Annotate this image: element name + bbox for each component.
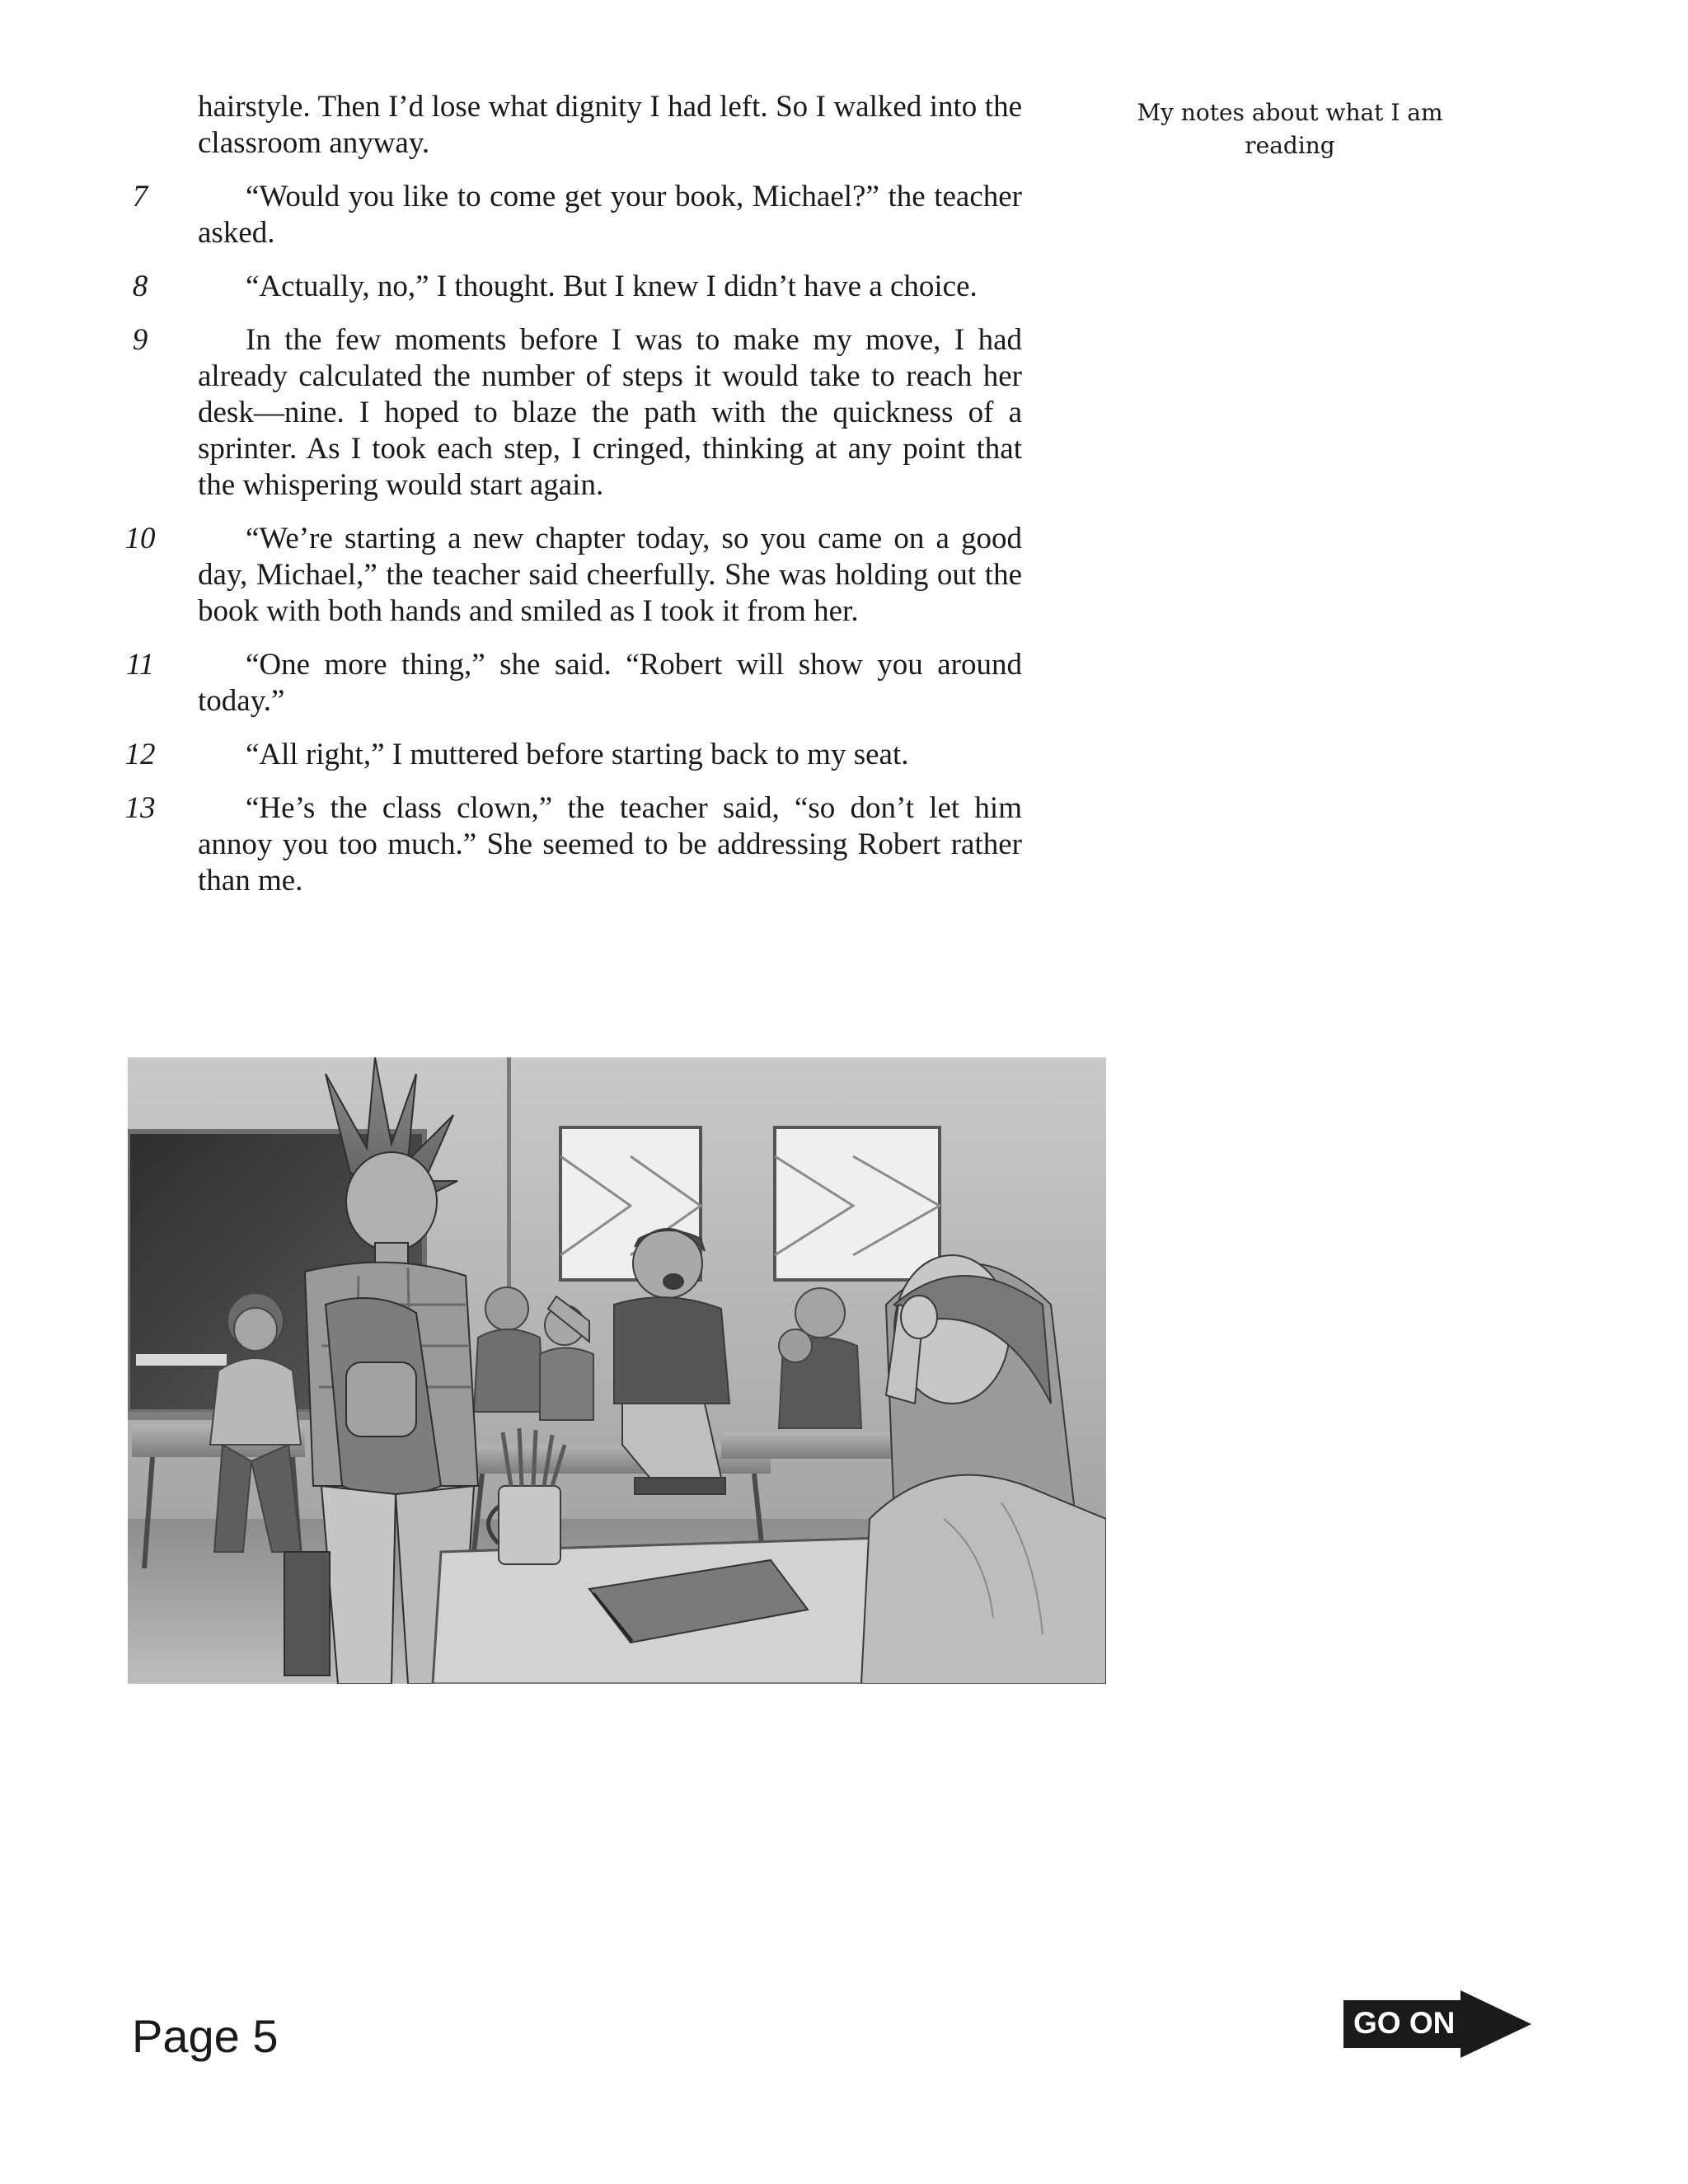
paragraph-text: “He’s the class clown,” the teacher said, “so don’t let him annoy you too much.” She seemed to be addressing Robert rather than me. [198,791,1022,898]
paragraph-9 [132,322,1022,504]
paragraph-7 [132,179,1022,251]
paragraph-text: “Would you like to come get your book, Michael?” the teacher asked. [198,180,1022,250]
paragraph-12 [124,737,1022,773]
paragraph-8 [132,269,1022,305]
paragraph-text: In the few moments before I was to make my move, I had already calculated the number of steps it would take to reach her desk—nine. I hoped to blaze the path with the quickness of a sprinter. As I took each step, I cringed, thinking at any point that the whispering would start again. [198,323,1022,502]
paragraph-number: 8 [132,269,148,303]
paragraph-10 [124,521,1022,630]
paragraph-text: “One more thing,” she said. “Robert will show you around today.” [198,648,1022,718]
page-number: Page 5 [132,2010,279,2062]
story-text [124,89,1022,916]
paragraph-number: 7 [132,180,148,213]
paragraph-number: 13 [124,791,156,825]
go-on-indicator [1343,1990,1531,2058]
paragraph-number: 12 [124,738,156,771]
paragraph-number: 11 [125,648,155,682]
paragraph-13 [124,790,1022,899]
paragraph-11 [125,647,1022,719]
go-on-label: GO ON [1353,2006,1456,2040]
paragraph-text: “All right,” I muttered before starting back to my seat. [246,738,909,771]
notes-label: My notes about what I am reading [1137,99,1443,159]
paragraph-number: 9 [132,323,148,357]
classroom-illustration [128,1057,1106,1684]
paragraph-text: hairstyle. Then I’d lose what dignity I had left. So I walked into the classroom anyway. [198,90,1022,160]
paragraph-text: “Actually, no,” I thought. But I knew I didn’t have a choice. [246,269,978,303]
paragraph-continued [198,89,1022,162]
paragraph-text: “We’re starting a new chapter today, so you came on a good day, Michael,” the teacher said cheerfully. She was holding out the book with both hands and smiled as I took it from her. [198,522,1022,628]
paragraph-number: 10 [124,522,156,555]
